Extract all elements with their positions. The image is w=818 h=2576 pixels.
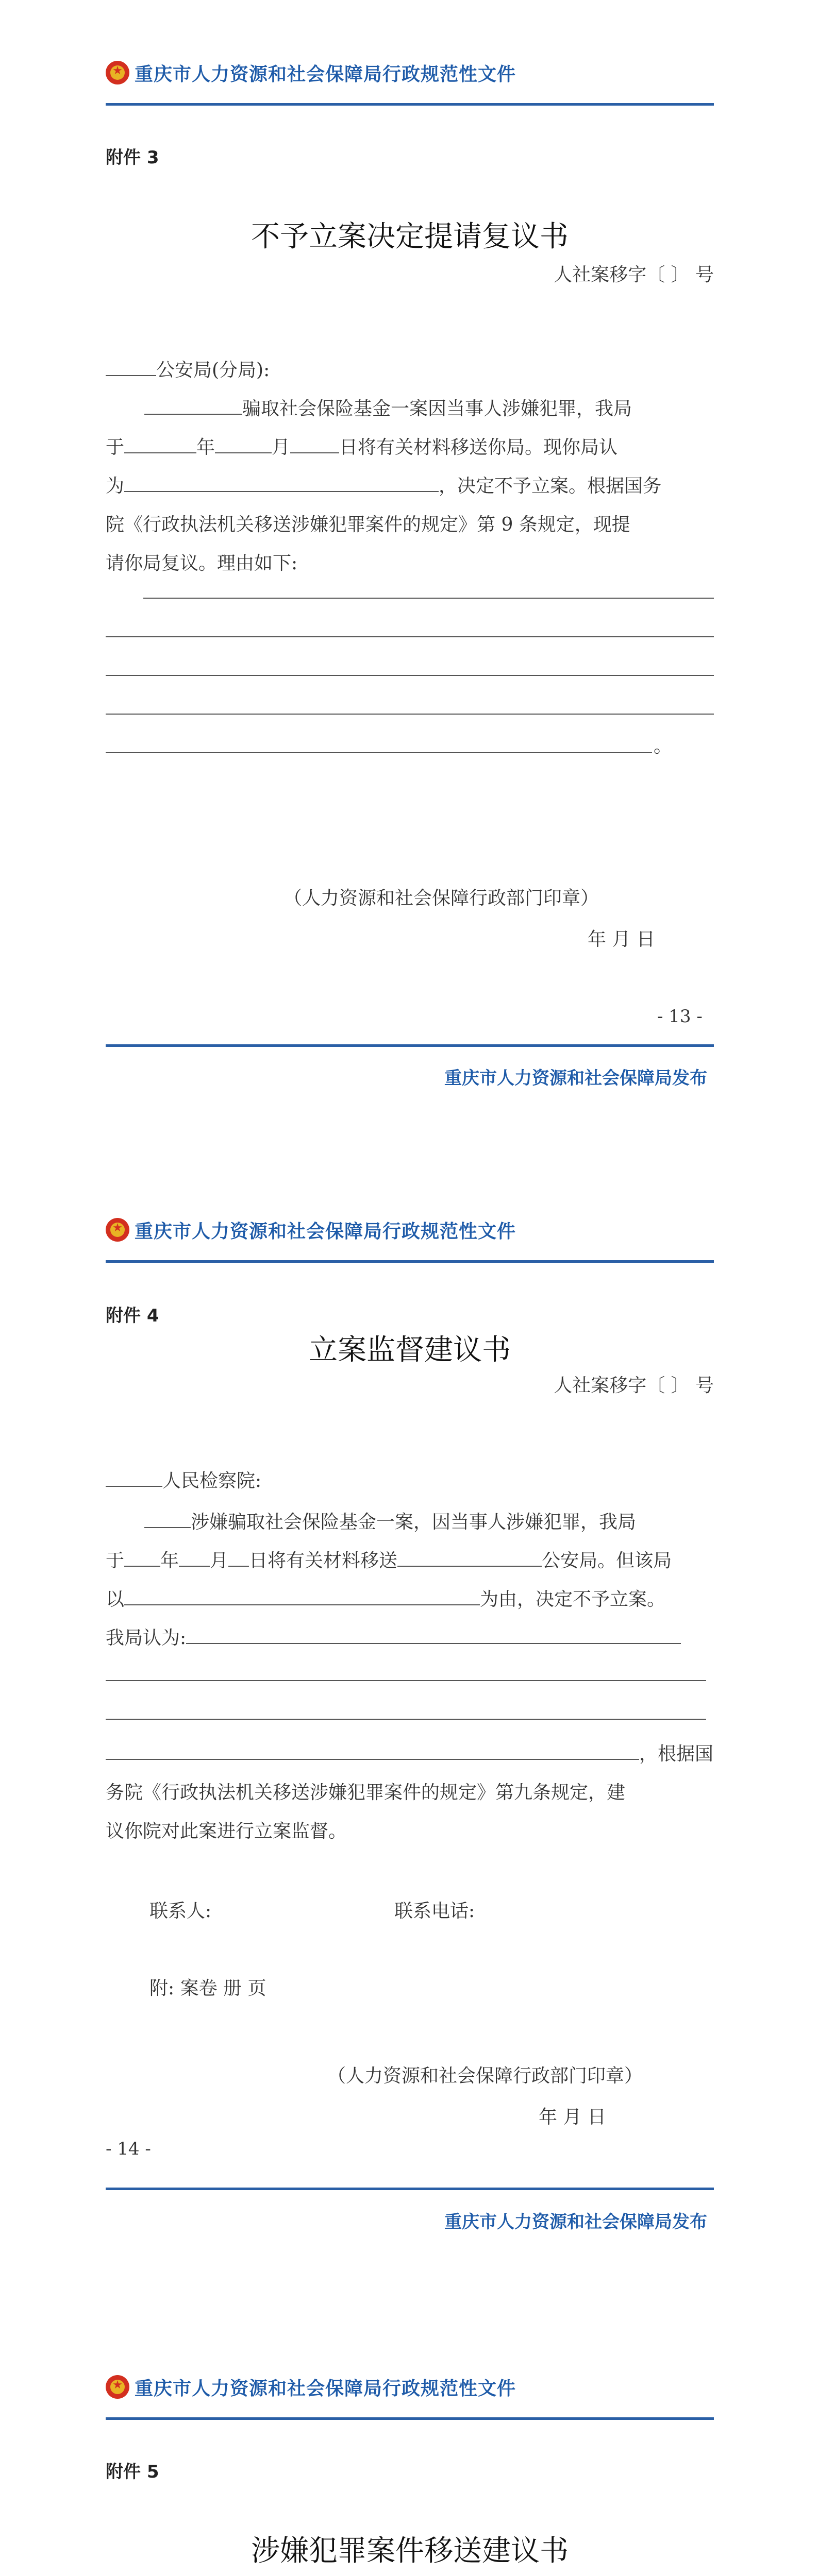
body-line: 务院《行政执法机关移送涉嫌犯罪案件的规定》第九条规定，建 xyxy=(106,1782,626,1803)
addressee: 公安局(分局): xyxy=(106,355,270,382)
body-line: 请你局复议。理由如下: xyxy=(106,553,298,574)
body-line: 以 为由，决定不予立案。 xyxy=(106,1585,665,1611)
header-rule xyxy=(106,1260,714,1263)
blank-field xyxy=(186,1624,681,1644)
footer-rule xyxy=(106,2188,714,2190)
header-title: 重庆市人力资源和社会保障局行政规范性文件 xyxy=(135,1221,516,1242)
body-line: ，根据国 xyxy=(106,1739,713,1766)
page-header xyxy=(106,1216,516,1243)
blank-field xyxy=(124,434,196,453)
fill-line xyxy=(106,714,714,715)
fill-line xyxy=(106,636,714,637)
seal-note: （人力资源和社会保障行政部门印章） xyxy=(283,888,599,909)
footer-text: 重庆市人力资源和社会保障局发布 xyxy=(444,2212,707,2232)
blank-field xyxy=(215,434,272,453)
blank-field xyxy=(106,1740,639,1760)
blank-field xyxy=(397,1547,542,1567)
header-rule xyxy=(106,2417,714,2420)
blank-field xyxy=(124,1586,480,1605)
page-number: - 14 - xyxy=(106,2139,151,2159)
attachment-label: 附件 5 xyxy=(106,2462,159,2482)
body-line: 于 年 月 日将有关材料移送 公安局。但该局 xyxy=(106,1546,672,1572)
body-line: 院《行政执法机关移送涉嫌犯罪案件的规定》第 9 条规定，现提 xyxy=(106,514,630,535)
national-emblem-icon xyxy=(106,1218,129,1242)
fill-line xyxy=(106,1680,706,1681)
body-line: 于 年 月 日将有关材料移送你局。现你局认 xyxy=(106,433,617,459)
body-line: 骗取社会保险基金一案因当事人涉嫌犯罪，我局 xyxy=(144,394,632,420)
seal-note: （人力资源和社会保障行政部门印章） xyxy=(327,2065,643,2087)
national-emblem-icon xyxy=(106,2375,129,2399)
page-header xyxy=(106,59,516,86)
fill-line xyxy=(106,752,652,753)
document-page-13 xyxy=(0,59,818,1105)
blank-field xyxy=(290,434,339,453)
body-line: 议你院对此案进行立案监督。 xyxy=(106,1821,347,1842)
body-line: 我局认为: xyxy=(106,1623,681,1650)
date-line: 年 月 日 xyxy=(539,2107,606,2128)
fill-line xyxy=(143,598,714,599)
footer-rule xyxy=(106,1044,714,1047)
document-number: 人社案移字〔 〕 号 xyxy=(554,264,714,285)
footer-text: 重庆市人力资源和社会保障局发布 xyxy=(444,1068,707,1089)
fill-line xyxy=(106,675,714,676)
national-emblem-icon xyxy=(106,61,129,84)
blank-field xyxy=(179,1547,210,1567)
attachment-label: 附件 3 xyxy=(106,147,159,168)
blank-field xyxy=(124,472,439,492)
blank-field xyxy=(228,1547,249,1567)
header-title: 重庆市人力资源和社会保障局行政规范性文件 xyxy=(135,2378,516,2399)
document-page-14 xyxy=(0,1216,818,2262)
date-line: 年 月 日 xyxy=(588,929,655,950)
document-page-15 xyxy=(0,2374,818,2576)
attachment-note: 附: 案卷 册 页 xyxy=(149,1978,266,1999)
header-title: 重庆市人力资源和社会保障局行政规范性文件 xyxy=(135,63,516,85)
addressee: 人民检察院: xyxy=(106,1466,261,1493)
contact-person: 联系人: xyxy=(149,1901,212,1922)
document-title: 不予立案决定提请复议书 xyxy=(251,220,569,253)
document-number: 人社案移字〔 〕 号 xyxy=(554,1375,714,1396)
blank-field xyxy=(144,395,242,415)
blank-field xyxy=(106,1467,162,1487)
blank-field xyxy=(144,1509,191,1528)
page-header xyxy=(106,2374,516,2400)
end-mark: 。 xyxy=(654,736,673,757)
body-line: 涉嫌骗取社会保险基金一案，因当事人涉嫌犯罪，我局 xyxy=(144,1507,636,1534)
page-number: - 13 - xyxy=(657,1006,703,1027)
document-title: 立案监督建议书 xyxy=(309,1333,511,1367)
body-line: 为 ，决定不予立案。根据国务 xyxy=(106,471,661,498)
contact-phone: 联系电话: xyxy=(394,1901,475,1922)
header-rule xyxy=(106,103,714,106)
blank-field xyxy=(124,1547,160,1567)
attachment-label: 附件 4 xyxy=(106,1306,159,1326)
document-title: 涉嫌犯罪案件移送建议书 xyxy=(251,2534,569,2568)
blank-field xyxy=(106,357,156,376)
fill-line xyxy=(106,1719,706,1720)
